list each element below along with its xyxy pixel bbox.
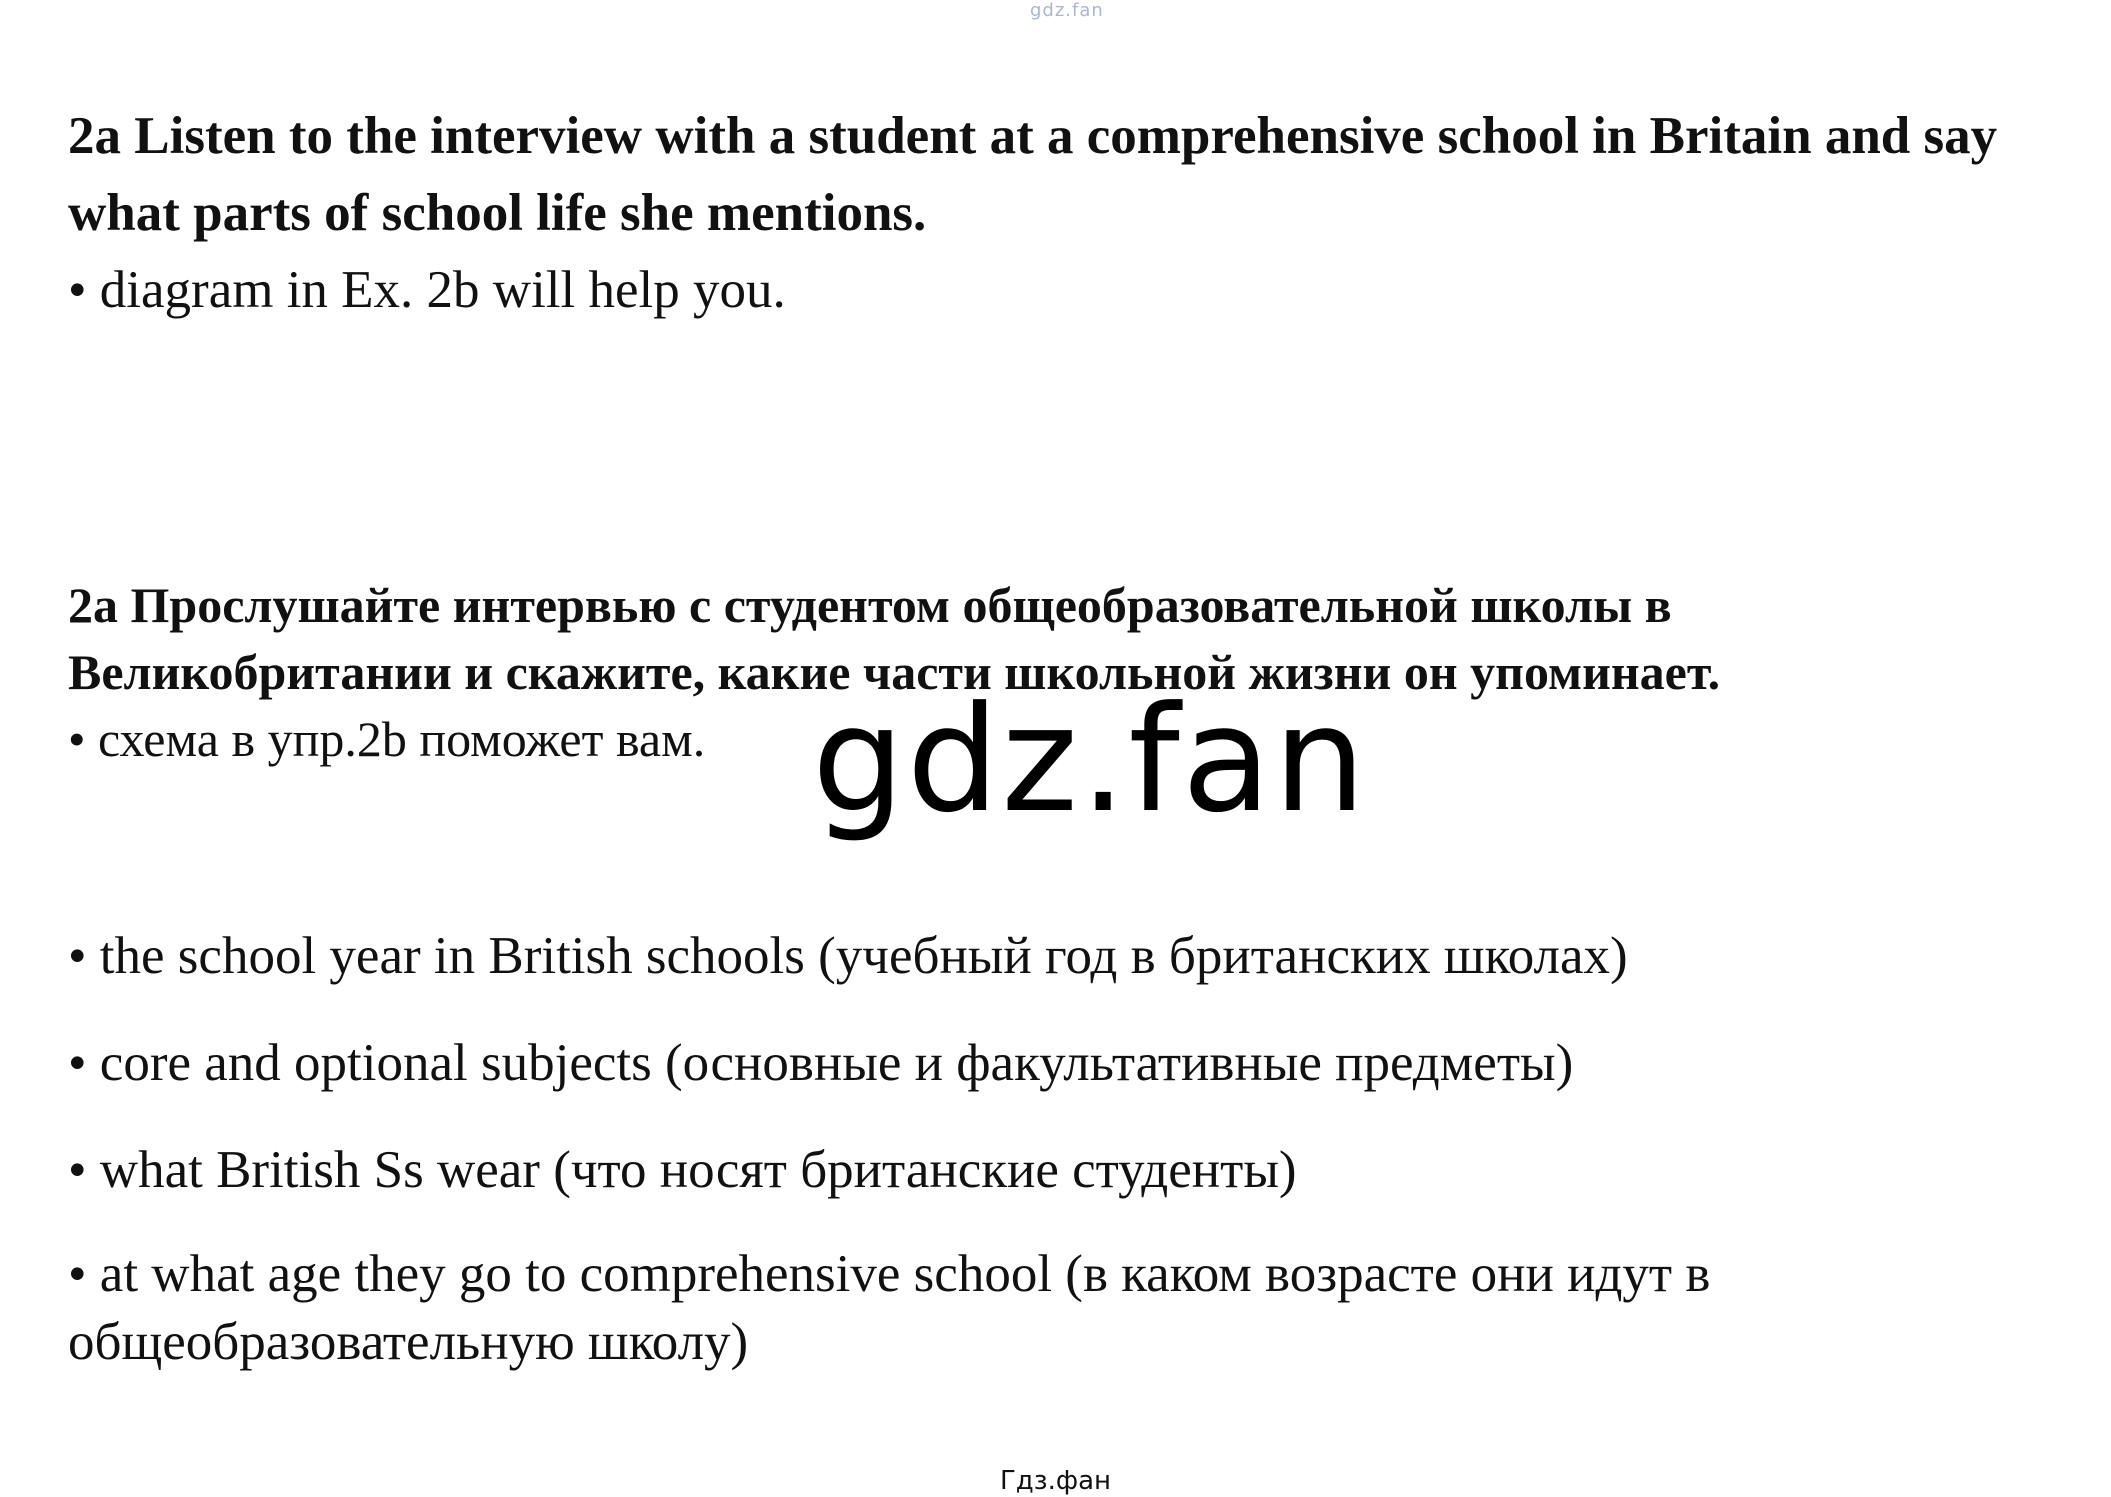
russian-task-heading: 2a Прослушайте интервью с студентом общеобразовательной школы в Великобритании и скажите, какие части школьной жизни он упоминает.	[68, 577, 1721, 700]
english-task	[68, 98, 2048, 329]
list-item: • the school year in British schools (учебный год в британских школах)	[68, 927, 1628, 985]
watermark-text: gdz.fan	[812, 675, 1368, 845]
english-task-hint: • diagram in Ex. 2b will help you.	[68, 261, 786, 319]
footer-watermark: Гдз.фан	[999, 1466, 1112, 1496]
list-item: • at what age they go to comprehensive school (в каком возрасте они идут в общеобразовательную школу)	[68, 1245, 1711, 1371]
english-task-heading: 2a Listen to the interview with a student at a comprehensive school in Britain and say what parts of school life she mentions.	[68, 107, 1998, 242]
russian-task-hint: • схема в упр.2b поможет вам.	[68, 711, 706, 767]
list-item: • what British Ss wear (что носят британские студенты)	[68, 1141, 1297, 1199]
top-watermark: gdz.fan	[1030, 0, 1104, 21]
list-item: • core and optional subjects (основные и факультативные предметы)	[68, 1034, 1574, 1092]
